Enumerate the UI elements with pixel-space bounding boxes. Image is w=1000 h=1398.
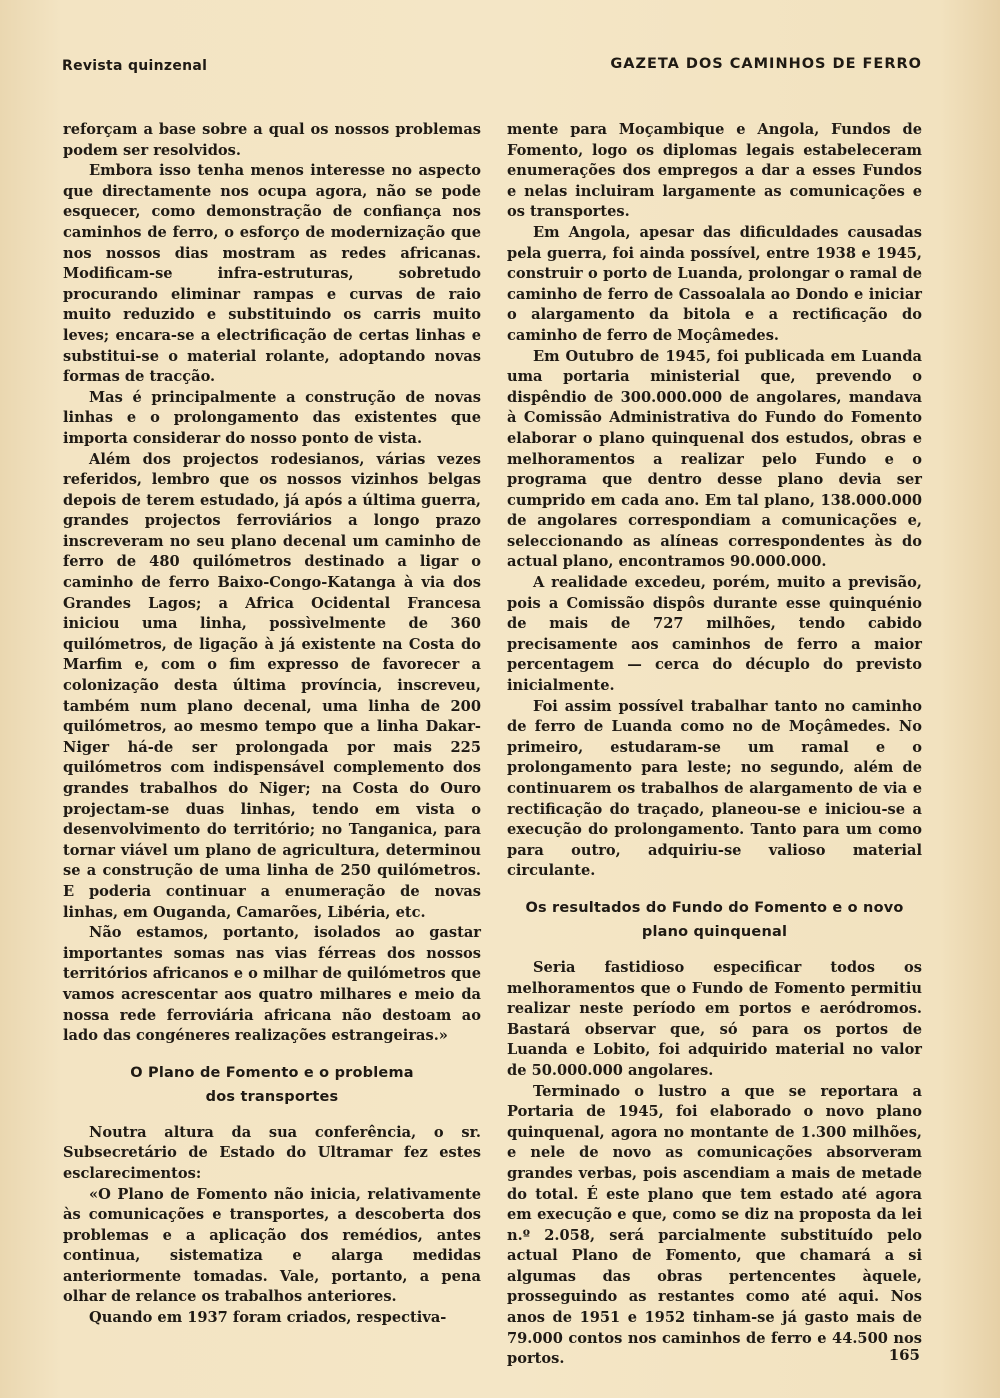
paragraph: reforçam a base sobre a qual os nossos problemas podem ser resolvidos. bbox=[63, 121, 481, 159]
right-column bbox=[507, 120, 922, 1370]
paragraph: Mas é principalmente a construção de novas linhas e o prolongamento das existentes que importa considerar do nosso ponto de vista. bbox=[63, 388, 481, 447]
paragraph: Noutra altura da sua conferência, o sr. Subsecretário de Estado do Ultramar fez estes esclarecimentos: bbox=[63, 1123, 481, 1182]
section-heading-line: Os resultados do Fundo do Fomento e o novo bbox=[525, 899, 904, 916]
section-heading-line: dos transportes bbox=[205, 1088, 339, 1105]
paragraph: Além dos projectos rodesianos, várias vezes referidos, lembro que os nossos vizinhos belgas depois de terem estudado, já após a última guerra, grandes projectos ferroviários a longo prazo inscreveram no seu plano decenal um caminho de ferro de 480 quilómetros destinado a ligar o caminho de ferro Baixo-Congo-Katanga à via dos Grandes Lagos; a Africa Ocidental Francesa iniciou uma linha, possìvelmente de 360 quilómetros, de ligação à já existente na Costa do Marfim e, com o fim expresso de favorecer a colonização desta última província, inscreveu, também num plano decenal, uma linha de 200 quilómetros, ao mesmo tempo que a linha Dakar-Niger há-de ser prolongada por mais 225 quilómetros com indispensável complemento dos grandes trabalhos do Niger; na Costa do Ouro projectam-se duas linhas, tendo em vista o desenvolvimento do território; no Tanganica, para tornar viável um plano de agricultura, determinou se a construção de uma linha de 250 quilómetros. E poderia continuar a enumeração de novas linhas, em Ouganda, Camarões, Libéria, etc. bbox=[63, 450, 481, 921]
paragraph: Em Angola, apesar das dificuldades causadas pela guerra, foi ainda possível, entre 1938 e 1945, construir o porto de Luanda, prolongar o ramal de caminho de ferro de Cassoalala ao Dondo e iniciar o alargamento da bitola e a rectificação do caminho de ferro de Moçâmedes. bbox=[507, 223, 922, 344]
paragraph: «O Plano de Fomento não inicia, relativamente às comunicações e transportes, a descoberta dos problemas e a aplicação dos remédios, antes continua, sistematiza e alarga medidas anteriormente tomadas. Vale, portanto, a pena olhar de relance os trabalhos anteriores. bbox=[63, 1185, 481, 1306]
paragraph: Embora isso tenha menos interesse no aspecto que directamente nos ocupa agora, não se pode esquecer, como demonstração de confiança nos caminhos de ferro, o esforço de modernização que nos nossos dias mostram as redes africanas. Modificam-se infra-estruturas, sobretudo procurando eliminar rampas e curvas de raio muito reduzido e substituindo os carris muito leves; encara-se a electrificação de certas linhas e substitui-se o material rolante, adoptando novas formas de tracção. bbox=[63, 162, 481, 386]
running-header-left: Revista quinzenal bbox=[62, 58, 208, 74]
left-column bbox=[63, 120, 481, 1329]
paragraph: Foi assim possível trabalhar tanto no caminho de ferro de Luanda como no de Moçâmedes. No primeiro, estudaram-se um ramal e o prolongamento para leste; no segundo, além de continuarem os trabalhos de alargamento de via e rectificação do traçado, planeou-se e iniciou-se a execução do prolongamento. Tanto para um como para outro, adquiriu-se valioso material circulante. bbox=[507, 697, 922, 880]
paragraph: Seria fastidioso especificar todos os melhoramentos que o Fundo de Fomento permitiu realizar neste período em portos e aeródromos. Bastará observar que, só para os portos de Luanda e Lobito, foi adquirido material no valor de 50.000.000 angolares. bbox=[507, 958, 922, 1079]
paragraph: Quando em 1937 foram criados, respectiva- bbox=[89, 1309, 447, 1327]
page-number: 165 bbox=[888, 1346, 920, 1364]
paragraph: mente para Moçambique e Angola, Fundos de Fomento, logo os diplomas legais estabeleceram enumerações dos empregos a dar a esses Fundos e nelas incluiram largamente as comunicações e os transportes. bbox=[507, 121, 922, 221]
paragraph: Em Outubro de 1945, foi publicada em Luanda uma portaria ministerial que, prevendo o dispêndio de 300.000.000 de angolares, mandava à Comissão Administrativa do Fundo do Fomento elaborar o plano quinquenal dos estudos, obras e melhoramentos a realizar pelo Fundo e o programa que dentro desse plano devia ser cumprido em cada ano. Em tal plano, 138.000.000 de angolares correspondiam a comunicações e, seleccionando as alíneas correspondentes às do actual plano, encontramos 90.000.000. bbox=[507, 347, 922, 571]
paragraph: A realidade excedeu, porém, muito a previsão, pois a Comissão dispôs durante esse quinquénio de mais de 727 milhões, tendo cabido precisamente aos caminhos de ferro a maior percentagem — cerca do décuplo do previsto inicialmente. bbox=[507, 574, 922, 695]
section-heading bbox=[63, 1061, 481, 1109]
section-heading-line: O Plano de Fomento e o problema bbox=[130, 1064, 414, 1081]
section-heading-line: plano quinquenal bbox=[641, 923, 788, 940]
paragraph: Terminado o lustro a que se reportara a Portaria de 1945, foi elaborado o novo plano quinquenal, agora no montante de 1.300 milhões, e nele de novo as comunicações absorveram grandes verbas, pois ascendiam a mais de metade do total. É este plano que tem estado até agora em execução e que, como se diz na proposta da lei n.º 2.058, será parcialmente substituído pelo actual Plano de Fomento, que chamará a si algumas das obras pertencentes àquele, prosseguindo as restantes como até aqui. Nos anos de 1951 e 1952 tinham-se já gasto mais de 79.000 contos nos caminhos de ferro e 44.500 nos portos. bbox=[507, 1082, 922, 1368]
paragraph: Não estamos, portanto, isolados ao gastar importantes somas nas vias férreas dos nossos territórios africanos e o milhar de quilómetros que vamos acrescentar aos quatro milhares e meio da nossa rede ferroviária africana não destoam ao lado das congéneres realizações estrangeiras.» bbox=[63, 924, 481, 1045]
running-header-right: GAZETA DOS CAMINHOS DE FERRO bbox=[610, 56, 922, 72]
section-heading bbox=[507, 896, 922, 944]
